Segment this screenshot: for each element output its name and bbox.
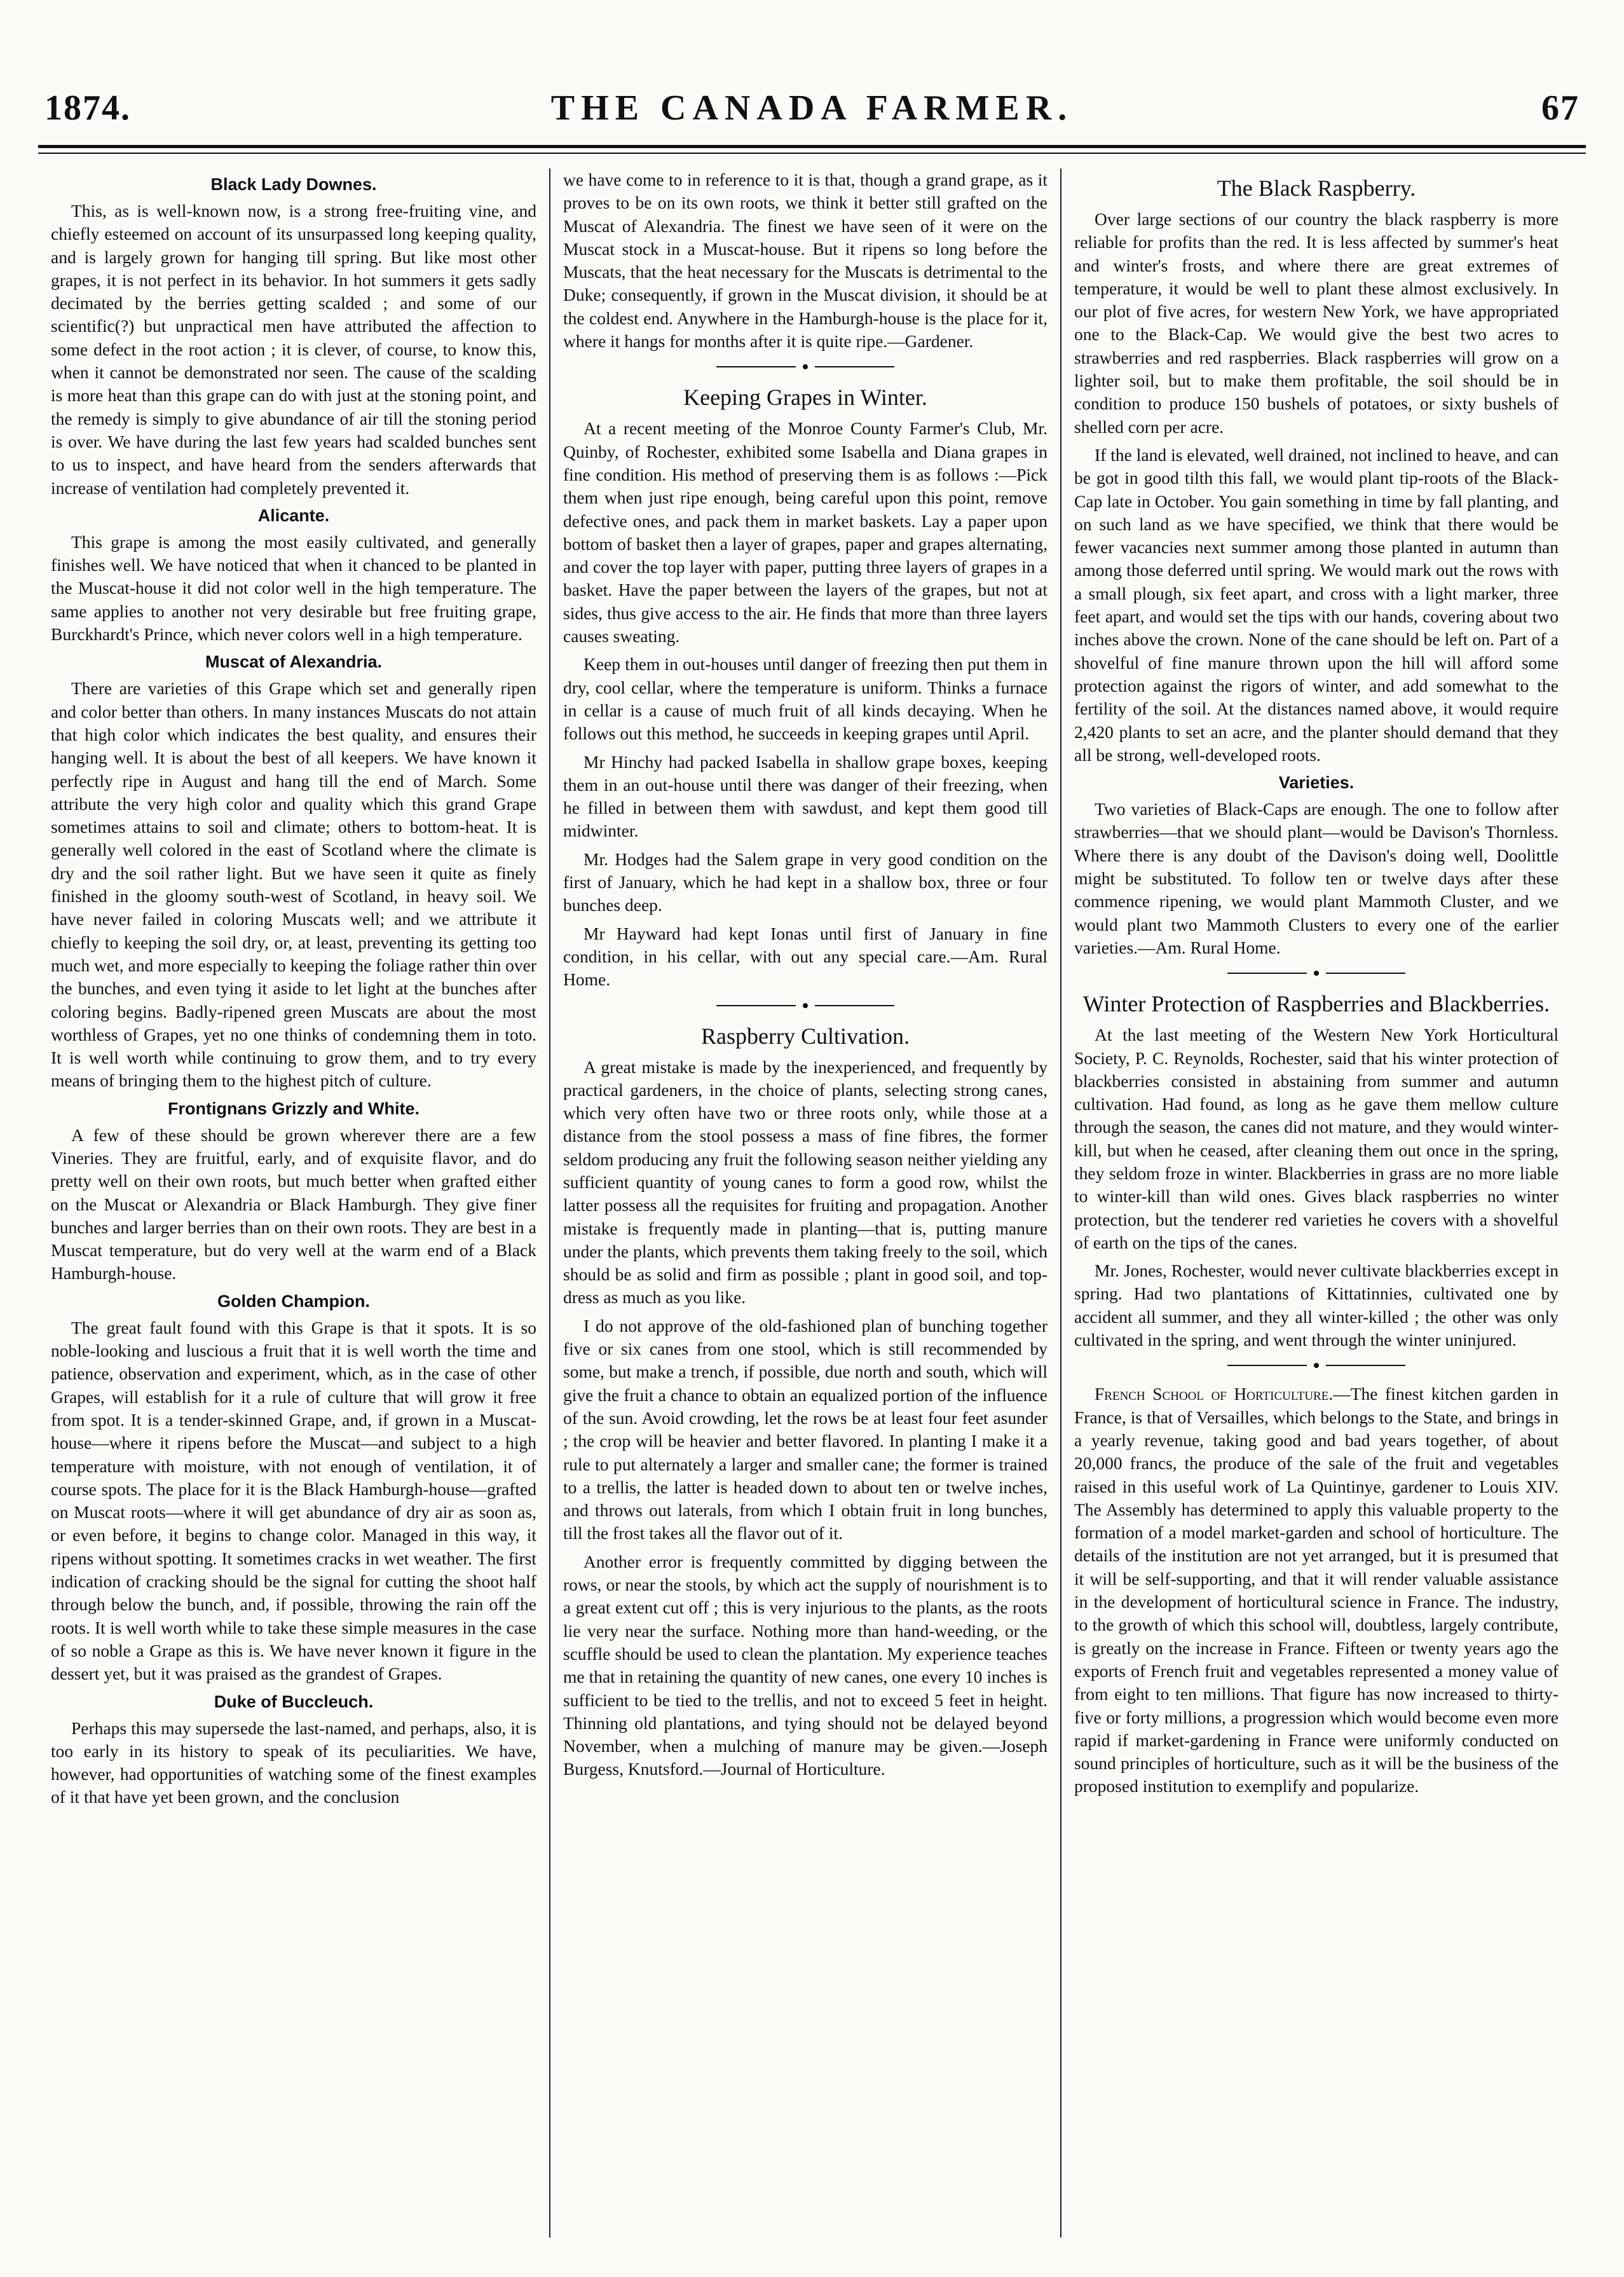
article-title-keeping-grapes: Keeping Grapes in Winter. xyxy=(683,385,927,411)
section-separator xyxy=(1074,968,1559,981)
paragraph: Another error is frequently committed by digging between the rows, or near the stools, by which act the supply of nourishment is to a great extent cut off ; this is very injurious to the plants, as the roots lie very near the surface. Nothing more than hand-weeding, or the scuffle should be used to clean the plantation. My experience teaches me that in retaining the quantity of new canes, one every 10 inches is sufficient to be tied to the trellis, and not to exceed 5 feet in height. Thinning old plantations, and tying should not be delayed beyond November, when a mulching of manure may be given.—Joseph Burgess, Knutsford.—Journal of Horticulture. xyxy=(563,1551,1047,1779)
article-title-winter-protection: Winter Protection of Raspberries and Blackberries. xyxy=(1082,991,1550,1017)
paragraph: This, as is well-known now, is a strong free-fruiting vine, and chiefly esteemed on account of its unsurpassed long keeping quality, and is largely grown for hanging till spring. But like most other grapes, it is not perfect in its behavior. In hot summers it gets sadly decimated by the berries getting scalded ; and some of our scientific(?) but unpractical men have attributed the affection to some defect in the root action ; it is clever, of course, to know this, when it cannot be demonstrated nor seen. The cause of the scalding is more heat than this grape can do with just at the stoning point, and the remedy is simply to give abundance of air till the stoning period is over. We have during the last few years had scalded bunches sent to us to inspect, and have heard from the senders afterwards that increase of ventilation had completely prevented it. xyxy=(51,201,536,498)
header-rule-thin xyxy=(38,153,1586,154)
paragraph-continued: we have come to in reference to it is that, though a grand grape, as it proves to be on its own roots, we think it better still grafted on the Muscat of Alexandria. The finest we have seen of it were on the Muscat stock in a Muscat-house. But it ripens so long before the Muscats, that the heat necessary for the Muscats is detrimental to the Duke; consequently, if grown in the Muscat division, it should be at the coldest end. Anywhere in the Hamburgh-house is the place for it, where it hangs for months after it is quite ripe.—Gardener. xyxy=(563,170,1047,352)
columns xyxy=(38,168,1586,2238)
paragraph: I do not approve of the old-fashioned plan of bunching together five or six canes from one stool, which is still recommended by some, but make a trench, if possible, due north and south, which will give the fruit a chance to obtain an equalized portion of the influence of the sun. Avoid crowding, let the rows be at least four feet asunder ; the crop will be heavier and better flavored. In planting I make it a rule to put alternately a larger and smaller cane; the former is trained to a trellis, the latter is headed down to about ten or twelve inches, and throws out laterals, from which I obtain fruit in long bunches, till the frost takes all the flavor out of it. xyxy=(563,1315,1047,1543)
header-page-number: 67 xyxy=(1541,88,1580,128)
section-heading-muscat: Muscat of Alexandria. xyxy=(205,652,383,672)
paragraph: Mr. Hodges had the Salem grape in very good condition on the first of January, which he had kept in a shallow box, three or four bunches deep. xyxy=(563,849,1047,915)
paragraph: Mr. Jones, Rochester, would never cultivate blackberries except in spring. Had two plantations of Kittatinnies, cultivated one by accident all summer, and they all winter-killed ; the other was only cultivated in the spring, and went through the winter uninjured. xyxy=(1074,1261,1559,1350)
paragraph: The great fault found with this Grape is that it spots. It is so noble-looking and luscious a fruit that it is well worth the time and patience, observation and experiment, which, as in the case of other Grapes, will establish for it a rule of culture that will grow it free from spot. It is a tender-skinned Grape, and, if grown in a Muscat-house—where it ripens before the Muscat—and subject to a high temperature with moisture, with not enough of ventilation, it of course spots. The place for it is the Black Hamburgh-house—grafted on Muscat roots—where it will get abundance of dry air as soon as, or even before, it begins to change color. Managed in this way, it ripens without spotting. It sometimes cracks in wet weather. The first indication of cracking should be the signal for cutting the shoot half through below the bunch, and, if possible, throwing the rain off the roots. It is well worth while to take these simple measures in the case of so noble a Grape as this is. We have never known it figure in the dessert yet, but it was praised as the grandest of Grapes. xyxy=(51,1317,536,1684)
paragraph: Keep them in out-houses until danger of freezing then put them in dry, cool cellar, where the temperature is uniform. Thinks a furnace in cellar is a cause of much fruit of all kinds decaying. When he follows out this method, he succeeds in keeping grapes until April. xyxy=(563,654,1047,744)
section-heading-duke-of-buccleuch: Duke of Buccleuch. xyxy=(214,1692,374,1711)
section-separator xyxy=(1074,1360,1559,1374)
section-heading-alicante: Alicante. xyxy=(257,505,330,525)
paragraph: A great mistake is made by the inexperienced, and frequently by practical gardeners, in the choice of plants, selecting strong canes, which very often have two or three roots only, while those at a distance from the stool possess a mass of fine fibres, the former seldom producing any fruit the following season neither yielding any sufficient quantity of young canes to form a good row, whilst the latter possess all the requisites for fruiting and propagation. Another mistake is frequently made in planting—that is, putting manure under the plants, which prevents them taking freely to the soil, which should be as solid and firm as possible ; plant in good soil, and top-dress as much as you like. xyxy=(563,1056,1047,1308)
paragraph: Perhaps this may supersede the last-named, and perhaps, also, it is too early in its history to speak of its peculiarities. We have, however, had opportunities of watching some of the finest examples of it that have yet been grown, and the conclusion xyxy=(51,1718,536,1807)
column-3 xyxy=(1060,168,1571,2238)
paragraph: If the land is elevated, well drained, not inclined to heave, and can be got in good tilth this fall, we would plant tip-roots of the Black-Cap late in October. You gain something in time by fall planting, and on such land as we have specified, we think that there would be fewer vacancies next summer among those planted in autumn than among those deferred until spring. We would mark out the rows with a small plough, six feet apart, and cross with a light marker, three feet apart, and would set the tips with our hands, covering about two inches above the crown. None of the cane should be left on. Part of a shovelful of fine manure thrown upon the hill will afford some protection against the rigors of winter, and add somewhat to the fertility of the soil. At the distances named above, it would require 2,420 plants to set an acre, and the planter should demand that they all be strong, well-developed roots. xyxy=(1074,444,1559,765)
header-title: THE CANADA FARMER. xyxy=(550,88,1074,128)
section-heading-frontignans: Frontignans Grizzly and White. xyxy=(167,1098,420,1118)
paragraph: Mr Hinchy had packed Isabella in shallow grape boxes, keeping them in an out-house until there was danger of their freezing, when he filled in between them with sawdust, and kept them good till midwinter. xyxy=(563,751,1047,841)
section-separator xyxy=(563,362,1047,375)
newspaper-page xyxy=(38,38,1586,2238)
column-2 xyxy=(549,168,1060,2238)
french-school-text: —The finest kitchen garden in France, is that of Versailles, which belongs to the State, and brings in a yearly revenue, taking good and bad years together, of about 20,000 francs, the produce of the sale of the fruit and vegetables raised in this useful work of La Quintinye, gardener to Louis XIV. The Assembly has determined to apply this valuable property to the formation of a model market-garden and school of horticulture. The details of the institution are not yet arranged, but it is presumed that it will be self-supporting, and that it will render valuable assistance in the development of horticultural science in France. The industry, to the growth of which this school will, doubtless, largely contribute, is greatly on the increase in France. Fifteen or twenty years ago the exports of French fruit and vegetables represented a money value of from eight to ten millions. That figure has now increased to thirty-five or forty millions, a progression which would become even more rapid if market-gardening in France were uniformly conducted on sound principles of horticulture, such as it will be the business of the proposed institution to exemplify and popularize. xyxy=(1074,1384,1559,1796)
paragraph: At a recent meeting of the Monroe County Farmer's Club, Mr. Quinby, of Rochester, exhibited some Isabella and Diana grapes in fine condition. His method of preserving them is as follows :—Pick them when just ripe enough, being careful upon this point, remove defective ones, and pack them in market baskets. Lay a paper upon bottom of basket then a layer of grapes, paper and grapes alternating, and cover the top layer with paper, putting three layers of grapes in a basket. Have the paper between the layers of the grapes, but not at sides, thus give access to the air. He finds that more than three layers causes sweating. xyxy=(563,418,1047,646)
masthead xyxy=(38,38,1586,133)
header-year: 1874. xyxy=(44,88,131,128)
section-heading-varieties: Varieties. xyxy=(1278,773,1354,793)
section-heading-golden-champion: Golden Champion. xyxy=(217,1291,370,1311)
paragraph: A few of these should be grown wherever there are a few Vineries. They are fruitful, early, and of exquisite flavor, and do pretty well on their own roots, but much better when grafted either on the Muscat or Alexandria or Black Hamburgh. They give finer bunches and larger berries than on their own roots. They are best in a Muscat temperature, but do very well at the warm end of a Black Hamburgh-house. xyxy=(51,1125,536,1283)
paragraph: There are varieties of this Grape which set and generally ripen and color better than others. In many instances Muscats do not attain that high color which indicates the best quality, and ensures their hanging well. It is about the best of all keepers. We have known it perfectly ripe in August and hang till the end of March. Some attribute the very high color and quality which this grand Grape sometimes attains to soil and climate; others to bottom-heat. It is generally well colored in the east of Scotland where the climate is dry and the soil rather light. But we have seen it quite as finely finished in the gloomy south-west of Scotland, in heavy soil. We have never failed in coloring Muscats well; and we attribute it chiefly to keeping the soil dry, or, at least, preventing its getting too much wet, and more especially to keeping the foliage rather thin over the bunches, and even tying it aside to let light at the bunches after coloring begins. Badly-ripened green Muscats are about the most worthless of Grapes, yet no one thinks of condemning them in toto. It is well worth while continuing to grow them, and to try every means of bringing them to the highest pitch of culture. xyxy=(51,678,536,1091)
article-title-black-raspberry: The Black Raspberry. xyxy=(1217,175,1416,201)
paragraph: This grape is among the most easily cultivated, and generally finishes well. We have noticed that when it chanced to be planted in the Muscat-house it did not color well in the high temperature. The same applies to another not very desirable but free fruiting grape, Burckhardt's Prince, which never colors well in a high temperature. xyxy=(51,531,536,645)
paragraph: Over large sections of our country the black raspberry is more reliable for profits than the red. It is less affected by summer's heat and winter's frosts, and where there are great extremes of temperature, it would be well to plant these almost exclusively. In our plot of five acres, for western New York, we have appropriated one to the Black-Cap. We would give the best two acres to strawberries and red raspberries. Black raspberries will grow on a lighter soil, but to make them profitable, the soil should be in condition to produce 150 bushels of potatoes, or sixty bushels of shelled corn per acre. xyxy=(1074,209,1559,437)
section-separator xyxy=(563,1001,1047,1014)
header-rule-thick xyxy=(38,145,1586,148)
paragraph: At the last meeting of the Western New York Horticultural Society, P. C. Reynolds, Rochester, said that his winter protection of blackberries consisted in abstaining from summer and autumn cultivation. Had found, as long as he gave them mellow culture through the season, the canes did not mature, and they would winter-kill, but when he ceased, after cleaning them out once in the spring, they seldom froze in winter. Blackberries in grass are no more liable to winter-kill than wild ones. Gives black raspberries no winter protection, but the tenderer red varieties he covers with a shovelful of earth on the tips of the canes. xyxy=(1074,1025,1559,1252)
paragraph: Mr Hayward had kept Ionas until first of January in fine condition, in his cellar, with out any special care.—Am. Rural Home. xyxy=(563,923,1047,990)
paragraph: Two varieties of Black-Caps are enough. The one to follow after strawberries—that we should plant—would be Davison's Thornless. Where there is any doubt of the Davison's doing well, Doolittle might be substituted. To follow ten or twelve days after these commence ripening, we would plant Mammoth Cluster, and we would plant two Mammoth Clusters to every one of the earlier varieties.—Am. Rural Home. xyxy=(1074,799,1559,957)
section-heading-black-lady-downes: Black Lady Downes. xyxy=(210,175,377,194)
french-school-lead: French School of Horticulture. xyxy=(1095,1384,1334,1404)
article-title-raspberry-cultivation: Raspberry Cultivation. xyxy=(701,1023,910,1049)
paragraph-french-school xyxy=(1074,1383,1559,1798)
column-1 xyxy=(38,168,549,2238)
